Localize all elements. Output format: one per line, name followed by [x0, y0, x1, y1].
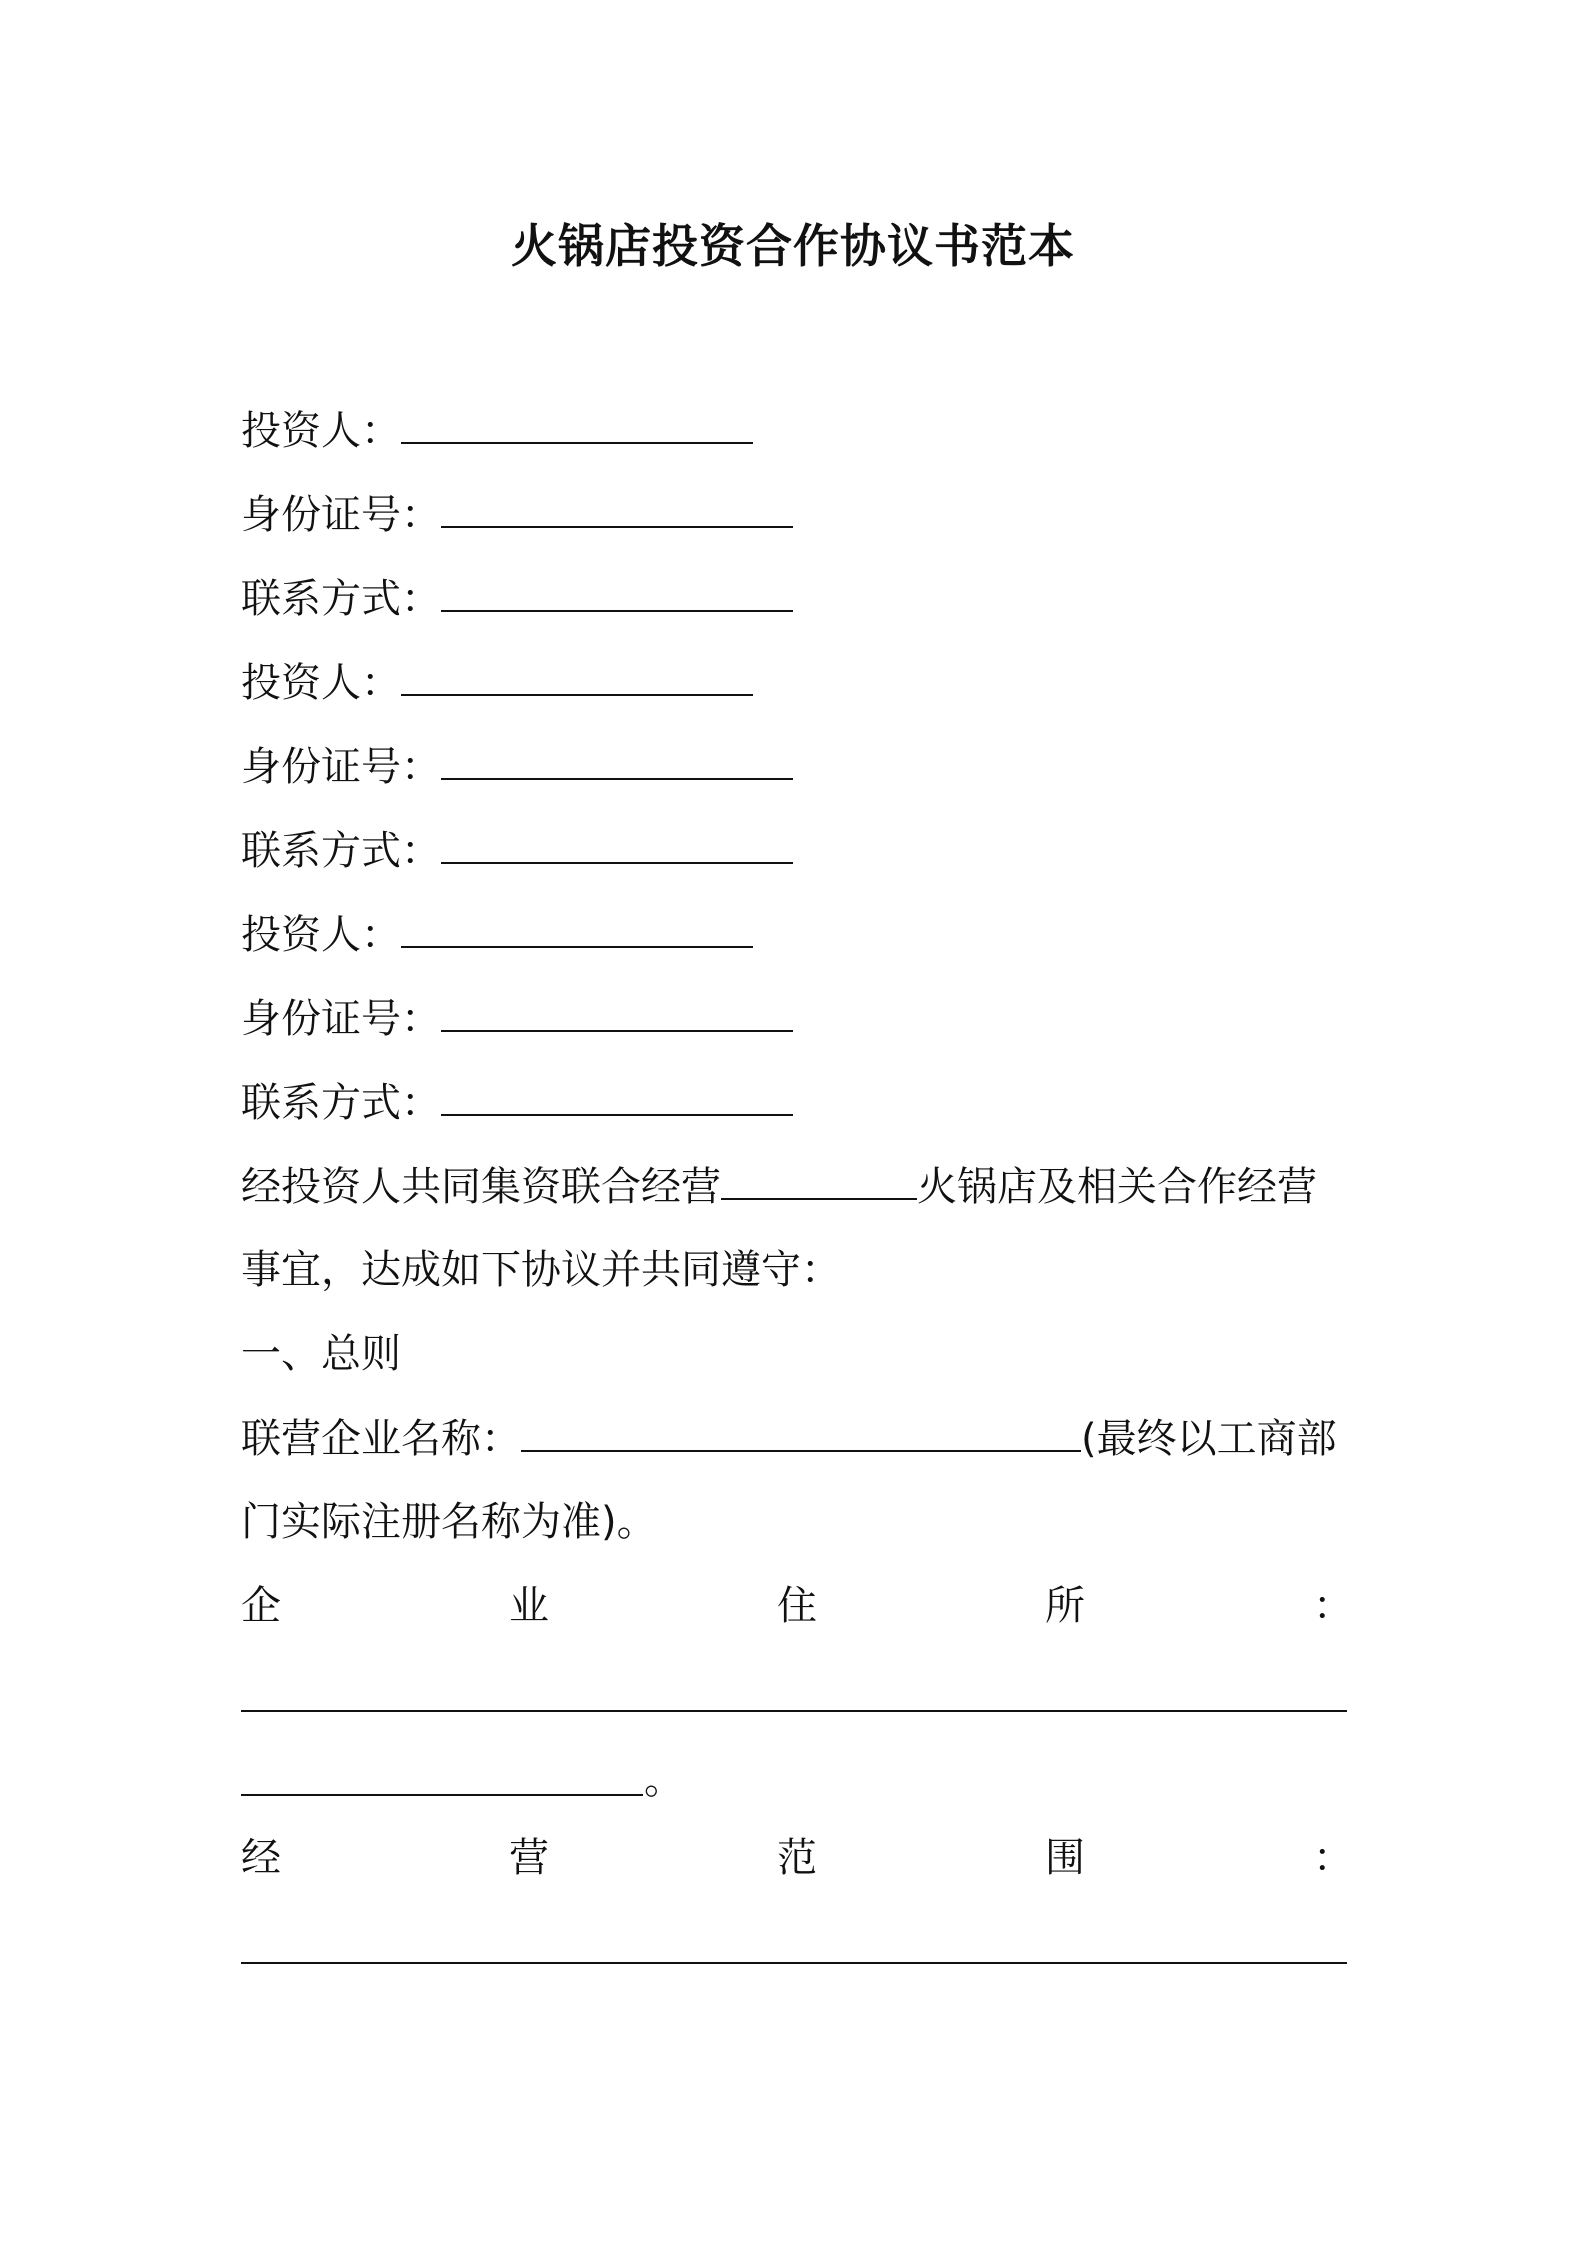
contact-1-row	[241, 570, 793, 627]
id-number-blank[interactable]	[441, 738, 793, 780]
hotpot-name-blank[interactable]	[721, 1158, 917, 1200]
investor-label: 投资人：	[241, 408, 401, 454]
document-title: 火锅店投资合作协议书范本	[511, 219, 1075, 273]
id-number-2-row	[241, 738, 793, 795]
investor-3-row	[241, 906, 753, 963]
scope-char: 经	[241, 1835, 281, 1881]
address-char: ：	[1313, 1583, 1353, 1629]
contact-blank[interactable]	[441, 1074, 793, 1116]
id-number-label: 身份证号：	[241, 744, 441, 790]
section-1-heading: 一、总则	[241, 1331, 401, 1377]
scope-char: 围	[1045, 1835, 1085, 1881]
address-label-row	[241, 1578, 1353, 1634]
contact-label: 联系方式：	[241, 576, 441, 622]
scope-char: 营	[509, 1835, 549, 1881]
intro-text-1: 经投资人共同集资联合经营	[241, 1164, 721, 1210]
company-name-note: (最终以工商部	[1081, 1416, 1337, 1462]
contact-label: 联系方式：	[241, 1080, 441, 1126]
company-name-note-line: 门实际注册名称为准)。	[241, 1499, 657, 1545]
contact-blank[interactable]	[441, 570, 793, 612]
contact-label: 联系方式：	[241, 828, 441, 874]
scope-label-row	[241, 1830, 1353, 1886]
contact-blank[interactable]	[441, 822, 793, 864]
id-number-1-row	[241, 486, 793, 543]
investor-label: 投资人：	[241, 912, 401, 958]
id-number-blank[interactable]	[441, 486, 793, 528]
id-number-label: 身份证号：	[241, 996, 441, 1042]
contact-2-row	[241, 822, 793, 879]
scope-char: ：	[1313, 1835, 1353, 1881]
investor-name-blank[interactable]	[401, 906, 753, 948]
intro-line-1	[241, 1158, 1317, 1215]
investor-1-row	[241, 402, 753, 459]
address-char: 住	[777, 1583, 817, 1629]
investor-name-blank[interactable]	[401, 654, 753, 696]
company-name-blank[interactable]	[521, 1410, 1081, 1452]
investor-label: 投资人：	[241, 660, 401, 706]
contact-3-row	[241, 1074, 793, 1131]
company-name-label: 联营企业名称：	[241, 1416, 521, 1462]
scope-blank-line[interactable]	[241, 1962, 1347, 1964]
address-char: 所	[1045, 1583, 1085, 1629]
id-number-3-row	[241, 990, 793, 1047]
investor-2-row	[241, 654, 753, 711]
address-char: 企	[241, 1583, 281, 1629]
investor-name-blank[interactable]	[401, 402, 753, 444]
id-number-blank[interactable]	[441, 990, 793, 1032]
intro-line-2: 事宜，达成如下协议并共同遵守：	[241, 1247, 841, 1293]
address-blank-line-2[interactable]	[241, 1794, 643, 1796]
address-char: 业	[509, 1583, 549, 1629]
address-end-mark: 。	[644, 1757, 684, 1803]
id-number-label: 身份证号：	[241, 492, 441, 538]
intro-text-2: 火锅店及相关合作经营	[917, 1164, 1317, 1210]
scope-char: 范	[777, 1835, 817, 1881]
address-blank-line-1[interactable]	[241, 1710, 1347, 1712]
company-name-row	[241, 1410, 1337, 1467]
